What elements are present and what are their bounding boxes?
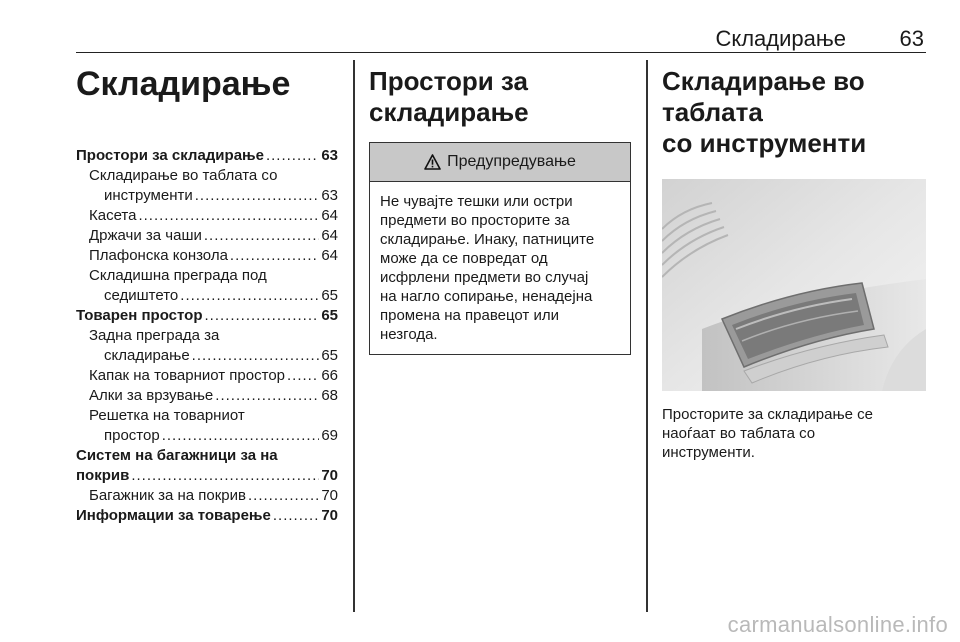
page-header bbox=[76, 22, 926, 53]
toc-entry-text: инструменти bbox=[104, 187, 193, 204]
toc-entry[interactable] bbox=[76, 386, 338, 406]
toc-page-number: 66 bbox=[321, 367, 338, 384]
toc-entry[interactable] bbox=[76, 206, 338, 226]
toc-entry-text: Држачи за чаши bbox=[89, 227, 202, 244]
column-divider bbox=[646, 60, 648, 612]
warning-text-line: исфрлени предмети во случај bbox=[380, 269, 589, 286]
toc-page-number: 69 bbox=[321, 427, 338, 444]
caption-line: Просторите за складирање се bbox=[662, 406, 874, 423]
toc-entry[interactable] bbox=[76, 246, 338, 266]
table-of-contents bbox=[76, 146, 338, 526]
warning-heading: Предупредување bbox=[447, 153, 576, 170]
toc-entry-text: Товарен простор bbox=[76, 307, 203, 324]
toc-entry[interactable] bbox=[76, 466, 338, 486]
toc-page-number: 63 bbox=[321, 147, 338, 164]
toc-page-number: 64 bbox=[321, 227, 338, 244]
warning-text-line: Не чувајте тешки или остри bbox=[380, 193, 573, 210]
caption-line: наоѓаат во таблата со bbox=[662, 425, 816, 442]
section-title-line: складирање bbox=[369, 97, 529, 127]
toc-page-number: 64 bbox=[321, 247, 338, 264]
toc-entry-text: покрив bbox=[76, 467, 130, 484]
toc-entry-text: Алки за врзување bbox=[89, 387, 214, 404]
warning-text-line: незгода. bbox=[380, 326, 438, 343]
toc-entry[interactable] bbox=[76, 486, 338, 506]
toc-page-number: 65 bbox=[321, 347, 338, 364]
toc-entry-text: простор bbox=[104, 427, 160, 444]
section-title bbox=[369, 60, 631, 128]
toc-leader-dots bbox=[131, 466, 319, 486]
toc-leader-dots bbox=[215, 386, 319, 406]
toc-entry[interactable] bbox=[76, 186, 338, 206]
toc-page-number: 65 bbox=[321, 307, 338, 324]
toc-page-number: 70 bbox=[321, 507, 338, 524]
chapter-title: Складирање bbox=[76, 65, 291, 103]
toc-leader-dots bbox=[192, 346, 320, 366]
toc-leader-dots bbox=[287, 366, 319, 386]
warning-text-line: на нагло сопирање, ненадејна bbox=[380, 288, 593, 305]
running-header-title: Складирање bbox=[715, 26, 846, 51]
column-divider bbox=[353, 60, 355, 612]
toc-entry-text: складирање bbox=[104, 347, 190, 364]
instrument-panel-storage-section bbox=[662, 60, 926, 462]
section-title-line: Складирање во таблата bbox=[662, 66, 865, 127]
warning-header bbox=[370, 143, 630, 182]
warning-box bbox=[369, 142, 631, 355]
warning-triangle-icon bbox=[424, 154, 441, 170]
toc-entry[interactable] bbox=[76, 366, 338, 386]
toc-entry-line[interactable]: Систем на багажници за на bbox=[76, 447, 278, 464]
toc-entry-line[interactable]: Решетка на товарниот bbox=[89, 407, 245, 424]
toc-page-number: 65 bbox=[321, 287, 338, 304]
toc-entry-line[interactable]: Задна преграда за bbox=[89, 327, 220, 344]
warning-text-line: може да се повредат од bbox=[380, 250, 548, 267]
toc-leader-dots bbox=[248, 486, 319, 506]
toc-entry-text: Плафонска конзола bbox=[89, 247, 228, 264]
warning-text-line: промена на правецот или bbox=[380, 307, 559, 324]
toc-leader-dots bbox=[273, 506, 319, 526]
toc-leader-dots bbox=[204, 226, 319, 246]
toc-column bbox=[76, 60, 338, 526]
toc-page-number: 68 bbox=[321, 387, 338, 404]
toc-entry[interactable] bbox=[76, 226, 338, 246]
toc-page-number: 64 bbox=[321, 207, 338, 224]
page-number: 63 bbox=[899, 26, 924, 51]
toc-entry-text: Капак на товарниот простор bbox=[89, 367, 286, 384]
section-title bbox=[662, 60, 926, 159]
toc-leader-dots bbox=[138, 206, 319, 226]
toc-entry-text: Касета bbox=[89, 207, 137, 224]
toc-leader-dots bbox=[230, 246, 319, 266]
toc-leader-dots bbox=[180, 286, 319, 306]
toc-entry-text: седиштето bbox=[104, 287, 179, 304]
warning-text-line: складирање. Инаку, патниците bbox=[380, 231, 595, 248]
toc-entry[interactable] bbox=[76, 426, 338, 446]
toc-leader-dots bbox=[162, 426, 320, 446]
toc-entry[interactable] bbox=[76, 506, 338, 526]
toc-entry-text: Простори за складирање bbox=[76, 147, 264, 164]
toc-entry-text: Информации за товарење bbox=[76, 507, 271, 524]
toc-entry[interactable] bbox=[76, 286, 338, 306]
photo-caption bbox=[662, 405, 926, 462]
storage-compartments-section bbox=[369, 60, 631, 355]
watermark: carmanualsonline.info bbox=[727, 612, 948, 637]
toc-entry[interactable] bbox=[76, 306, 338, 326]
toc-page-number: 70 bbox=[321, 467, 338, 484]
section-title-line: Простори за bbox=[369, 66, 528, 96]
section-title-line: со инструменти bbox=[662, 128, 867, 158]
toc-page-number: 63 bbox=[321, 187, 338, 204]
toc-page-number: 70 bbox=[321, 487, 338, 504]
toc-leader-dots bbox=[266, 146, 319, 166]
toc-entry-text: Багажник за на покрив bbox=[89, 487, 246, 504]
toc-entry[interactable] bbox=[76, 346, 338, 366]
toc-entry[interactable] bbox=[76, 146, 338, 166]
caption-line: инструменти. bbox=[662, 444, 755, 461]
warning-text-line: предмети во просторите за bbox=[380, 212, 570, 229]
instrument-panel-photo bbox=[662, 179, 926, 391]
toc-leader-dots bbox=[195, 186, 320, 206]
toc-entry-line[interactable]: Складирање во таблата со bbox=[89, 167, 278, 184]
toc-leader-dots bbox=[204, 306, 319, 326]
warning-text bbox=[370, 182, 630, 354]
toc-entry-line[interactable]: Складишна преграда под bbox=[89, 267, 267, 284]
